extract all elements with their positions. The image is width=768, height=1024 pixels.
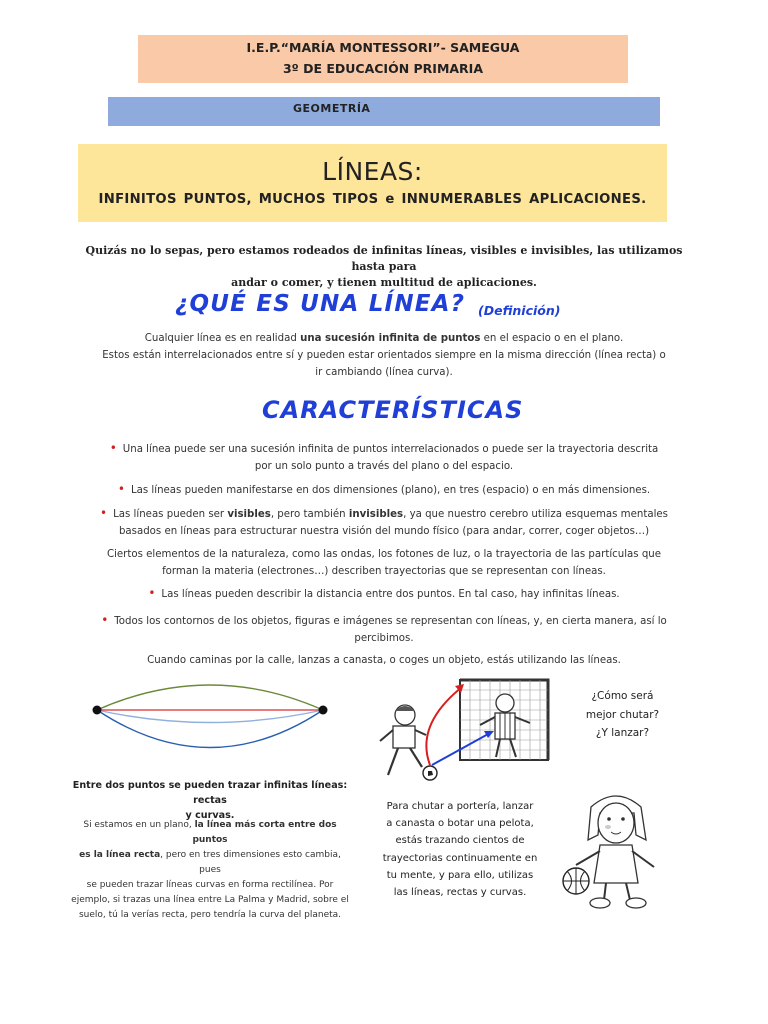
definition-note: (Definición): [478, 303, 561, 318]
intro-paragraph: [80, 243, 688, 291]
definition-line: ir cambiando (línea curva).: [315, 367, 453, 378]
kicker-icon: [380, 705, 426, 775]
feature-bullet-1: • Una línea puede ser una sucesión infinita de puntos interrelacionados o puede ser la trayectoria descrita por un solo punto a través del plano o del espacio.: [109, 441, 659, 472]
title-box: [78, 144, 667, 222]
shortest-line-text: Si estamos en un plano, la línea más corta entre dos puntos es la línea recta, pero en tres dimensiones esto cambia, pues se pueden trazar líneas curvas en forma rectilínea. Por ejemplo, si trazas una línea entre La Palma y Madrid, sobre el suelo, tú la verías recta, pero tendría la curva del planeta.: [71, 820, 349, 920]
subject-bar: [108, 97, 660, 126]
question-text: ¿Cómo será mejor chutar? ¿Y lanzar?: [585, 690, 660, 739]
soccer-kick-illustration: [360, 675, 555, 790]
girl-icon: [576, 796, 654, 908]
curve-line-lightblue: [97, 710, 323, 723]
bullet-icon: •: [101, 613, 109, 627]
feature-bullet-2: • Las líneas pueden manifestarse en dos dimensiones (plano), en tres (espacio) o en más dimensiones.: [117, 482, 651, 496]
intro-line: andar o comer, y tienen multitud de aplicaciones.: [231, 276, 537, 289]
trajectories-text: Para chutar a portería, lanzar a canasta o botar una pelota, estás trazando cientos de trayectorias continuamente en tu mente, y para ello, utilizas las líneas, rectas y curvas.: [382, 801, 538, 899]
bullet-icon: •: [148, 586, 156, 600]
definition-line: Estos están interrelacionados entre sí y pueden estar orientados siempre en la misma dirección (línea recta) o: [102, 350, 666, 361]
curve-line-blue: [97, 710, 323, 748]
page-title: LÍNEAS:: [322, 157, 423, 186]
grade-level: 3º DE EDUCACIÓN PRIMARIA: [282, 61, 484, 76]
feature-paragraph: Ciertos elementos de la naturaleza, como las ondas, los fotones de luz, o la trayectoria de las partículas que forman la materia (electrones…) describen trayectorias que se representan con líneas.: [106, 549, 662, 577]
point-b: [319, 706, 328, 715]
goalkeeper-icon: [480, 694, 530, 757]
bullet-icon: •: [100, 506, 108, 520]
lines-caption: Entre dos puntos se pueden trazar infinitas líneas: rectas y curvas.: [72, 780, 348, 821]
definition-line: Cualquier línea es en realidad una sucesión infinita de puntos en el espacio o en el plano.: [144, 333, 624, 344]
feature-bullet-4: • Las líneas pueden describir la distancia entre dos puntos. En tal caso, hay infinitas líneas.: [148, 586, 620, 600]
point-a: [93, 706, 102, 715]
bullet-icon: •: [117, 482, 125, 496]
definition-text: [70, 330, 698, 381]
school-header: [138, 35, 628, 83]
two-points-lines-illustration: [85, 670, 335, 765]
feature-bullet-5: • Todos los contornos de los objetos, figuras e imágenes se representan con líneas, y, en cierta manera, así lo percibimos.: [101, 613, 667, 644]
page-subtitle: INFINITOS PUNTOS, MUCHOS TIPOS e INNUMERABLES APLICACIONES.: [98, 192, 647, 207]
girl-with-ball-illustration: [556, 785, 678, 913]
curved-trajectory-arrow: [426, 687, 462, 765]
definition-heading: ¿QUÉ ES UNA LÍNEA?: [175, 291, 466, 317]
school-name: I.E.P.“MARÍA MONTESSORI”- SAMEGUA: [246, 40, 520, 55]
feature-closing: Cuando caminas por la calle, lanzas a canasta, o coges un objeto, estás utilizando las líneas.: [147, 655, 621, 666]
feature-bullet-3: • Las líneas pueden ser visibles, pero también invisibles, ya que nuestro cerebro utiliza esquemas mentales basados en líneas para estructurar nuestra visión del mundo físico (para andar, correr, coger objetos…): [100, 506, 668, 537]
curve-line-green: [97, 685, 323, 710]
intro-line: Quizás no lo sepas, pero estamos rodeados de infinitas líneas, visibles e invisibles, las utilizamos hasta para: [85, 244, 683, 273]
characteristics-heading: CARACTERÍSTICAS: [262, 396, 524, 424]
bullet-icon: •: [109, 441, 117, 455]
basketball-icon: [563, 868, 589, 894]
subject-label: GEOMETRÍA: [293, 102, 371, 115]
